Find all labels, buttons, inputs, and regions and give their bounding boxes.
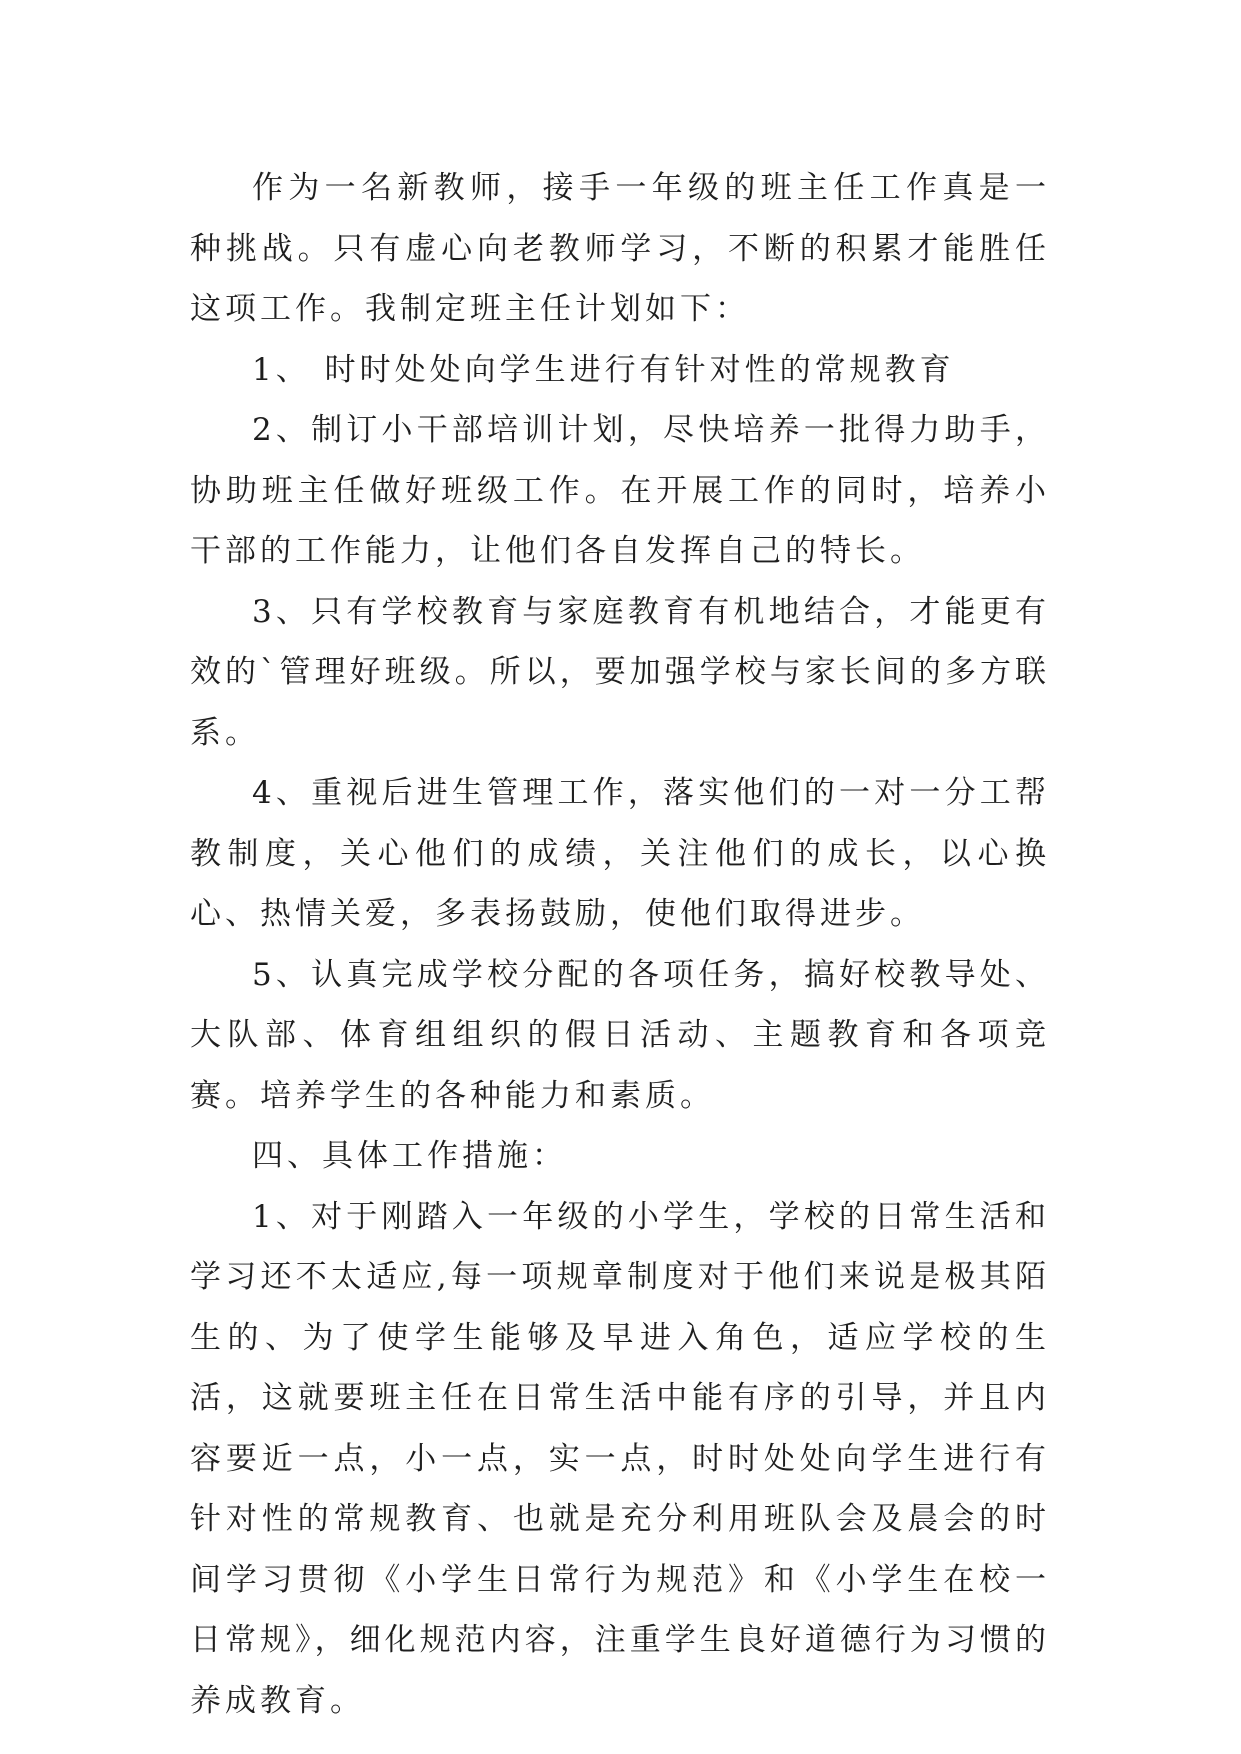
paragraph-measure-1: 1、对于刚踏入一年级的小学生，学校的日常生活和学习还不太适应,每一项规章制度对于他们来说是极其陌生的、为了使学生能够及早进入角色，适应学校的生活，这就要班主任在日常生活中能有序的引导，并且内容要近一点，小一点，实一点，时时处处向学生进行有针对性的常规教育、也就是充分利用班队会及晨会的时间学习贯彻《小学生日常行为规范》和《小学生在校一日常规》，细化规范内容，注重学生良好道德行为习惯的养成教育。 xyxy=(190,1198,1050,1719)
paragraph-item-5: 5、认真完成学校分配的各项任务，搞好校教导处、大队部、体育组组织的假日活动、主题教育和各项竞赛。培养学生的各种能力和素质。 xyxy=(190,956,1050,1114)
section-heading-measures: 四、具体工作措施： xyxy=(252,1138,567,1174)
paragraph-item-4: 4、重视后进生管理工作，落实他们的一对一分工帮教制度，关心他们的成绩，关注他们的成长，以心换心、热情关爱，多表扬鼓励，使他们取得进步。 xyxy=(190,775,1050,932)
paragraph-item-3: 3、只有学校教育与家庭教育有机地结合，才能更有效的`管理好班级。所以，要加强学校与家长间的多方联系。 xyxy=(190,593,1050,751)
paragraph-item-1: 1、 时时处处向学生进行有针对性的常规教育 xyxy=(252,351,955,388)
paragraph-item-2: 2、制订小干部培训计划，尽快培养一批得力助手，协助班主任做好班级工作。在开展工作的同时，培养小干部的工作能力，让他们各自发挥自己的特长。 xyxy=(190,412,1050,569)
paragraph-intro: 作为一名新教师，接手一年级的班主任工作真是一种挑战。只有虚心向老教师学习，不断的积累才能胜任这项工作。我制定班主任计划如下： xyxy=(190,170,1050,327)
document-body xyxy=(190,158,1050,1731)
